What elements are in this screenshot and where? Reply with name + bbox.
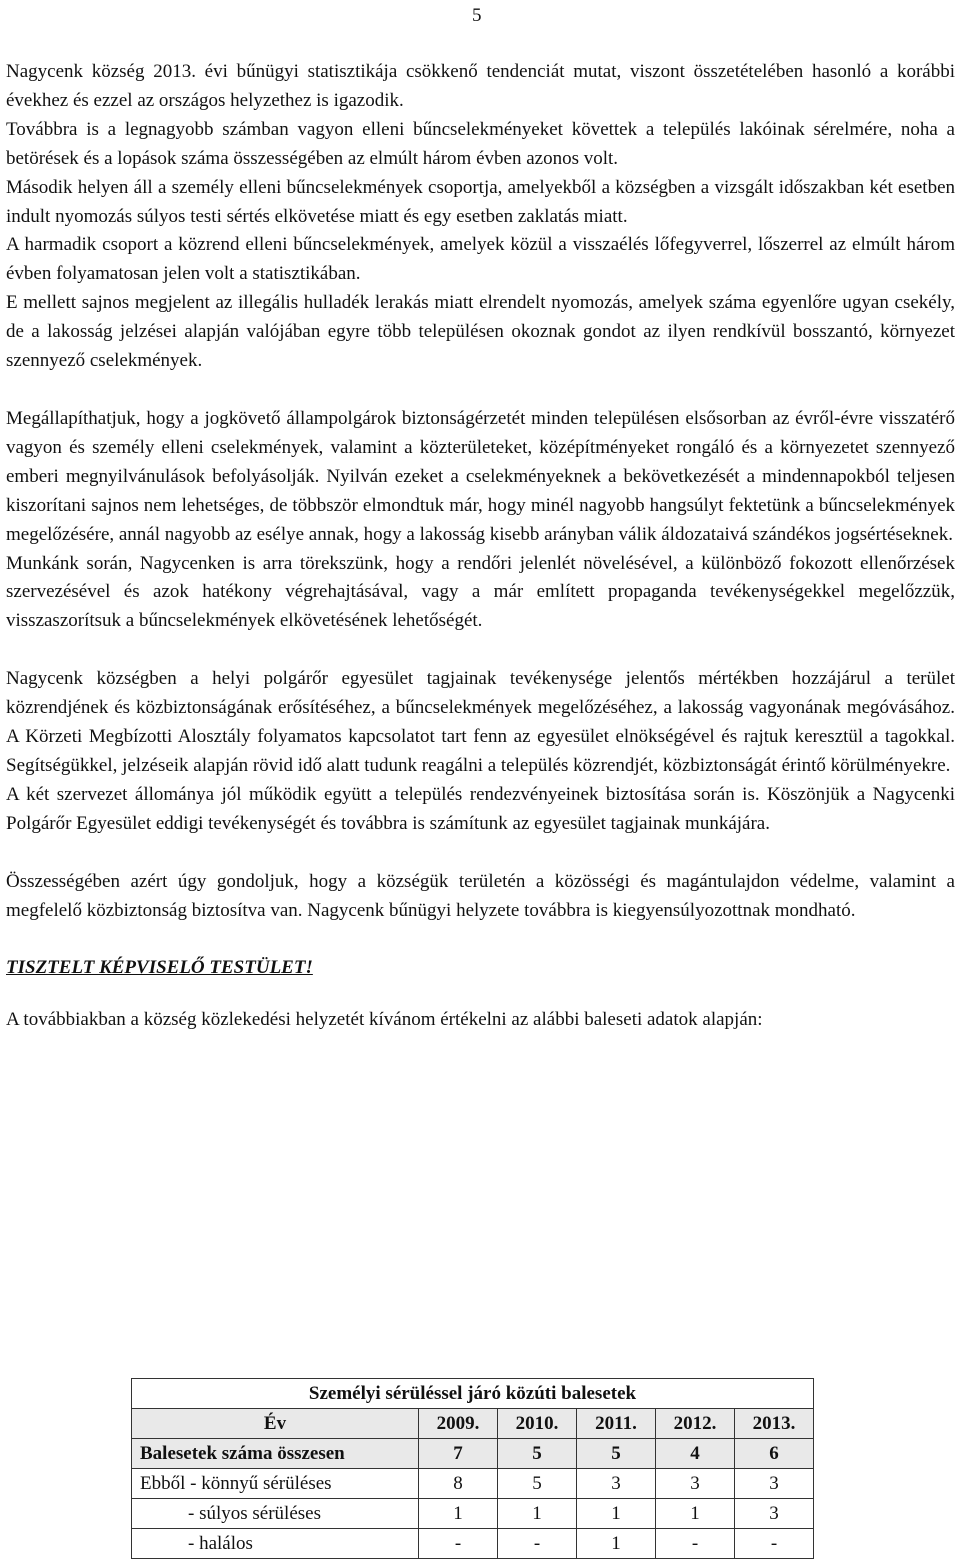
table-cell: - — [419, 1529, 498, 1559]
table-row — [132, 1439, 814, 1469]
table-header-row — [132, 1409, 814, 1439]
table-cell: 4 — [656, 1439, 735, 1469]
table-cell: 1 — [577, 1499, 656, 1529]
table-cell: 7 — [419, 1439, 498, 1469]
table-title-row — [132, 1379, 814, 1409]
table-header-label: Év — [132, 1409, 419, 1439]
page-number: 5 — [472, 5, 482, 26]
table-row-label: - súlyos sérüléses — [132, 1499, 419, 1529]
paragraph-public-order-crimes: A harmadik csoport a közrend elleni bűncselekmények, amelyek közül a visszaélés lőfegyverrel, lőszerrel az elmúlt három évben folyamatosan jelen volt a statisztikában. — [6, 234, 955, 285]
paragraph-cooperation: A két szervezet állománya jól működik együtt a település rendezvényeinek biztosítása során is. Köszönjük a Nagycenki Polgárőr Egyesület eddigi tevékenységét és továbbra is számítunk az egyesület tagjainak munkájára. — [6, 783, 955, 834]
table-cell: 1 — [419, 1499, 498, 1529]
table-cell: - — [735, 1529, 814, 1559]
table-cell: - — [656, 1529, 735, 1559]
table-cell: 6 — [735, 1439, 814, 1469]
table-row-label: Ebből - könnyű sérüléses — [132, 1469, 419, 1499]
table-cell: 3 — [735, 1469, 814, 1499]
section-heading: TISZTELT KÉPVISELŐ TESTÜLET! — [6, 957, 313, 979]
table-header-year: 2012. — [656, 1409, 735, 1439]
paragraph-spacer — [6, 925, 955, 954]
paragraph-conclusion-safety: Megállapíthatjuk, hogy a jogkövető állampolgárok biztonságérzetét minden településen elsősorban az évről-évre visszatérő vagyon és személy elleni cselekmények, valamint a közterületeket, középítményeket rongáló és a környezetet szennyező emberi megnyilvánulások befolyásolják. Nyilván ezeket a cselekményeknek a bekövetkezését a mindennapokból teljesen kiszorítani sajnos nem lehetséges, de többször elmondtuk már, hogy minél nagyobb hangsúlyt fektetünk a bűncselekmények megelőzésére, annál nagyobb az esélye annak, hogy a lakosság kisebb arányban válik áldozataivá szándékos jogsértéseknek. — [6, 407, 955, 545]
paragraph-spacer — [6, 636, 955, 665]
table-row — [132, 1469, 814, 1499]
table-cell: 3 — [656, 1469, 735, 1499]
paragraph-civil-guard: Nagycenk községben a helyi polgárőr egyesület tagjainak tevékenysége jelentős mértékben hozzájárul a terület közrendjének és közbiztonságának erősítéséhez, a bűncselekmények megelőzéséhez, a lakosság vagyonának megóvásához. A Körzeti Megbízotti Alosztály folyamatos kapcsolatot tart fenn az egyesület elnökségével és rajtuk keresztül a tagokkal. Segítségükkel, jelzéseik alapján rövid idő alatt tudunk reagálni a település közrendjét, közbiztonságát érintő körülményekre. — [6, 668, 955, 776]
table-cell: - — [498, 1529, 577, 1559]
table-cell: 1 — [577, 1529, 656, 1559]
table-row-label: Balesetek száma összesen — [132, 1439, 419, 1469]
paragraph-police-work: Munkánk során, Nagycenken is arra törekszünk, hogy a rendőri jelenlét növelésével, a különböző fokozott ellenőrzések szervezésével és azok hatékony végrehajtásával, vagy a már említett propaganda tevékenységekkel megelőzzük, visszaszorítsuk a bűncselekmények elkövetésének lehetőségét. — [6, 552, 955, 632]
paragraph-spacer — [6, 376, 955, 405]
table-cell: 3 — [735, 1499, 814, 1529]
table-row-label: - halálos — [132, 1529, 419, 1559]
document-body — [6, 58, 955, 1035]
paragraph-illegal-waste: E mellett sajnos megjelent az illegális hulladék lerakás miatt elrendelt nyomozás, amelyek száma egyenlőre ugyan csekély, de a lakosság jelzései alapján valójában egyre több településen okoznak gondot az ilyen rendkívül bosszantó, környezet szennyező cselekmények. — [6, 292, 955, 372]
table-cell: 1 — [498, 1499, 577, 1529]
paragraph-person-crimes: Második helyen áll a személy elleni bűncselekmények csoportja, amelyekből a községben a vizsgált időszakban két esetben indult nyomozás súlyos testi sértés elkövetése miatt és egy esetben zaklatás miatt. — [6, 176, 955, 227]
table-title: Személyi sérüléssel járó közúti balesetek — [132, 1379, 814, 1409]
paragraph-property-crimes: Továbbra is a legnagyobb számban vagyon elleni bűncselekményeket követtek a település lakóinak sérelmére, noha a betörések és a lopások száma összességében az elmúlt három évben azonos volt. — [6, 118, 955, 169]
table-cell: 5 — [498, 1439, 577, 1469]
table-cell: 5 — [498, 1469, 577, 1499]
table-header-year: 2011. — [577, 1409, 656, 1439]
table-row — [132, 1529, 814, 1559]
table-cell: 5 — [577, 1439, 656, 1469]
table-header-year: 2013. — [735, 1409, 814, 1439]
table-cell: 3 — [577, 1469, 656, 1499]
paragraph-statistics-intro: Nagycenk község 2013. évi bűnügyi statisztikája csökkenő tendenciát mutat, viszont összetételében hasonló a korábbi évekhez és ezzel az országos helyzethez is igazodik. — [6, 61, 955, 111]
paragraph-spacer — [6, 984, 955, 1006]
table-header-year: 2009. — [419, 1409, 498, 1439]
table-header-year: 2010. — [498, 1409, 577, 1439]
accident-statistics-table — [131, 1378, 814, 1559]
table-row — [132, 1499, 814, 1529]
table-cell: 8 — [419, 1469, 498, 1499]
table-cell: 1 — [656, 1499, 735, 1529]
paragraph-summary: Összességében azért úgy gondoljuk, hogy a községük területén a közösségi és magántulajdon védelme, valamint a megfelelő közbiztonság biztosítva van. Nagycenk bűnügyi helyzete továbbra is kiegyensúlyozottnak mondható. — [6, 870, 955, 921]
paragraph-traffic-intro: A továbbiakban a község közlekedési helyzetét kívánom értékelni az alábbi baleseti adatok alapján: — [6, 1009, 763, 1031]
paragraph-spacer — [6, 839, 955, 868]
